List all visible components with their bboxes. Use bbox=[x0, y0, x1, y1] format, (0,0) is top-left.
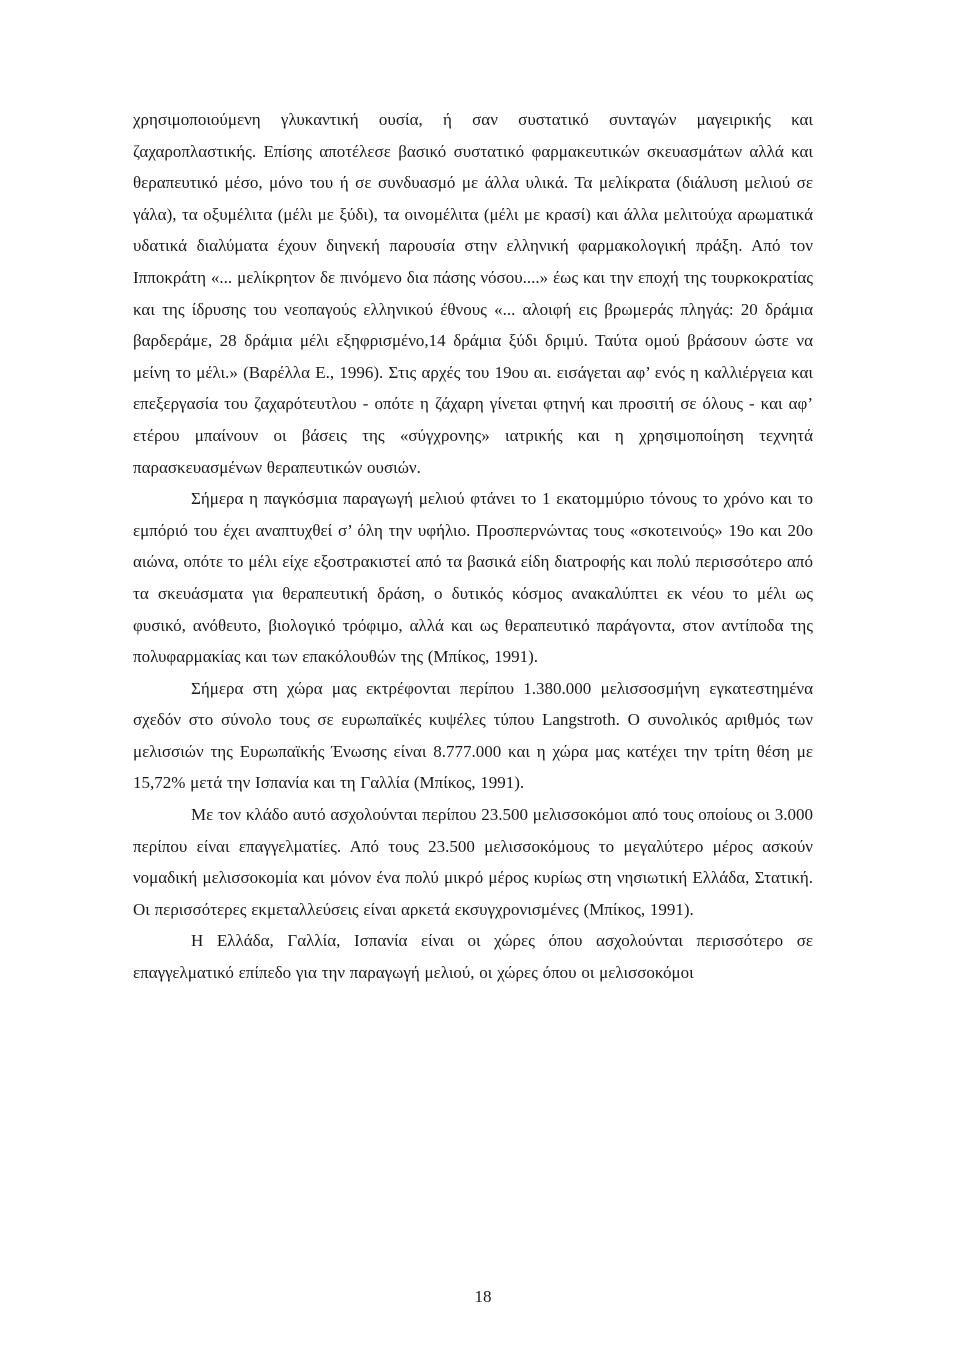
paragraph-4: Με τον κλάδο αυτό ασχολούνται περίπου 23.500 μελισσοκόμοι από τους οποίους οι 3.000 περίπου είναι επαγγελματίες. Από τους 23.500 μελισσοκόμους το μεγαλύτερο μέρος ασκούν νομαδική μελισσοκομία και μόνον ένα πολύ μικρό μέρος κυρίως στη νησιωτική Ελλάδα, Στατική. Οι περισσότερες εκμεταλλεύσεις είναι αρκετά εκσυγχρονισμένες (Μπίκος, 1991). bbox=[133, 805, 813, 919]
paragraph-2: Σήμερα η παγκόσμια παραγωγή μελιού φτάνει το 1 εκατομμύριο τόνους το χρόνο και το εμπόριό του έχει αναπτυχθεί σ’ όλη την υφήλιο. Προσπερνώντας τους «σκοτεινούς» 19ο και 20ο αιώνα, οπότε το μέλι είχε εξοστρακιστεί από τα βασικά είδη διατροφής και πολύ περισσότερο από τα σκευάσματα για θεραπευτική δράση, ο δυτικός κόσμος ανακαλύπτει εκ νέου το μέλι ως φυσικό, ανόθευτο, βιολογικό τρόφιμο, αλλά και ως θεραπευτικό παράγοντα, στον αντίποδα της πολυφαρμακίας και των επακόλουθών της (Μπίκος, 1991). bbox=[133, 489, 813, 667]
page-number: 18 bbox=[474, 1287, 492, 1306]
paragraph-3: Σήμερα στη χώρα μας εκτρέφονται περίπου 1.380.000 μελισσοσμήνη εγκατεστημένα σχεδόν στο σύνολο τους σε ευρωπαϊκές κυψέλες τύπου Langstroth. Ο συνολικός αριθμός των μελισσιών της Ευρωπαϊκής Ένωσης είναι 8.777.000 και η χώρα μας κατέχει την τρίτη θέση με 15,72% μετά την Ισπανία και τη Γαλλία (Μπίκος, 1991). bbox=[133, 678, 813, 793]
paragraph-1: χρησιμοποιούμενη γλυκαντική ουσία, ή σαν συστατικό συνταγών μαγειρικής και ζαχαροπλαστικής. Επίσης αποτέλεσε βασικό συστατικό φαρμακευτικών σκευασμάτων αλλά και θεραπευτικό μέσο, μόνο του ή σε συνδυασμό με άλλα υλικά. Τα μελίκρατα (διάλυση μελιού σε γάλα), τα οξυμέλιτα (μέλι με ξύδι), τα οινομέλιτα (μέλι με κρασί) και άλλα μελιτούχα αρωματικά υδατικά διαλύματα έχουν διηνεκή παρουσία στην ελληνική φαρμακολογική πράξη. Από τον Ιπποκράτη «... μελίκρητον δε πινόμενο δια πάσης νόσου....» έως και την εποχή της τουρκοκρατίας και της ίδρυσης του νεοπαγούς ελληνικού έθνους «... αλοιφή εις βρωμεράς πληγάς: 20 δράμια βαρδεράμε, 28 δράμια μέλι εξηφρισμένο,14 δράμια ξύδι δριμύ. Ταύτα ομού βράσουν ώστε να μείνη το μέλι.» (Βαρέλλα Ε., 1996). Στις αρχές του 19ου αι. εισάγεται αφ’ ενός η καλλιέργεια και επεξεργασία του ζαχαρότευτλου - οπότε η ζάχαρη γίνεται φτηνή και προσιτή σε όλους - και αφ’ ετέρου μπαίνουν οι βάσεις της «σύγχρονης» ιατρικής και η χρησιμοποίηση τεχνητά παρασκευασμένων θεραπευτικών ουσιών. bbox=[133, 110, 813, 477]
body-text bbox=[133, 104, 813, 989]
paragraph-5: Η Ελλάδα, Γαλλία, Ισπανία είναι οι χώρες όπου ασχολούνται περισσότερο σε επαγγελματικό επίπεδο για την παραγωγή μελιού, οι χώρες όπου οι μελισσοκόμοι bbox=[133, 931, 813, 983]
